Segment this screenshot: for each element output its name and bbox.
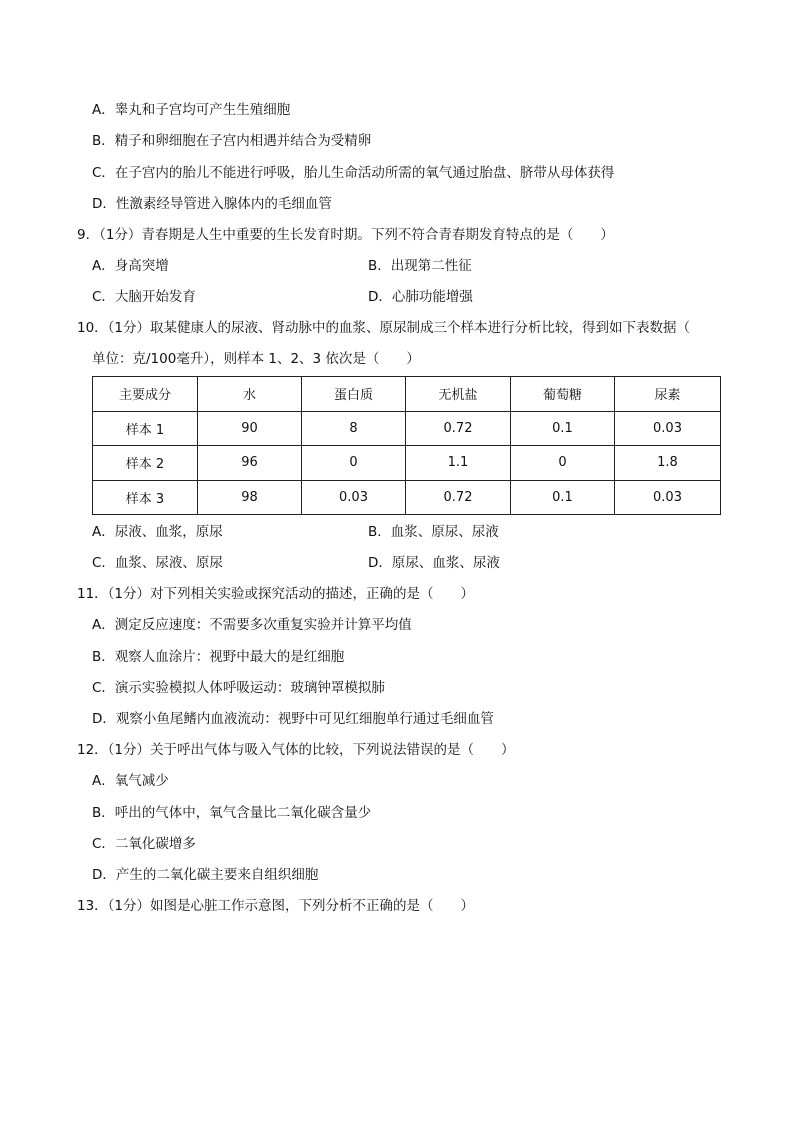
table-row: [93, 480, 721, 515]
table-cell: 0: [302, 446, 406, 481]
table-row: [93, 446, 721, 481]
table-header-cell: 葡萄糖: [511, 377, 615, 412]
q9-stem: 9．（1分）青春期是人生中重要的生长发育时期。下列不符合青春期发育特点的是（ ）: [77, 227, 614, 243]
table-header-cell: 尿素: [615, 377, 721, 412]
q11-option-a: A．测定反应速度：不需要多次重复实验并计算平均值: [92, 617, 412, 633]
q10-option-b: B．血浆、原尿、尿液: [368, 524, 499, 540]
table-cell: 样本 2: [93, 446, 198, 481]
q10-option-c: C．血浆、尿液、原尿: [92, 555, 223, 571]
q8-option-a: A．睾丸和子宫均可产生生殖细胞: [92, 102, 291, 118]
q10-stem-line2: 单位：克/100毫升），则样本 1、2、3 依次是（ ）: [92, 351, 420, 367]
table-header-cell: 主要成分: [93, 377, 198, 412]
table-cell: 样本 3: [93, 480, 198, 515]
q9-option-a: A．身高突增: [92, 258, 169, 274]
q12-option-b: B．呼出的气体中，氧气含量比二氧化碳含量少: [92, 805, 372, 821]
q12-option-c: C．二氧化碳增多: [92, 836, 196, 852]
q9-option-c: C．大脑开始发育: [92, 289, 196, 305]
table-cell: 0.03: [615, 411, 721, 446]
q10-data-table: [92, 376, 721, 515]
q9-option-b: B．出现第二性征: [368, 258, 472, 274]
table-cell: 8: [302, 411, 406, 446]
table-cell: 1.8: [615, 446, 721, 481]
q8-option-d: D．性激素经导管进入腺体内的毛细血管: [92, 196, 332, 212]
q10-stem-line1: 10．（1分）取某健康人的尿液、肾动脉中的血浆、原尿制成三个样本进行分析比较，得到如下表数据（: [77, 320, 691, 336]
q8-option-c: C．在子宫内的胎儿不能进行呼吸，胎儿生命活动所需的氧气通过胎盘、脐带从母体获得: [92, 165, 615, 181]
table-cell: 0.72: [406, 480, 511, 515]
table-cell: 0.72: [406, 411, 511, 446]
table-row: [93, 411, 721, 446]
q10-option-d: D．原尿、血浆、尿液: [368, 555, 500, 571]
table-header-cell: 无机盐: [406, 377, 511, 412]
q12-stem: 12．（1分）关于呼出气体与吸入气体的比较，下列说法错误的是（ ）: [77, 742, 515, 758]
table-header-cell: 水: [198, 377, 302, 412]
q11-option-c: C．演示实验模拟人体呼吸运动：玻璃钟罩模拟肺: [92, 680, 385, 696]
table-cell: 1.1: [406, 446, 511, 481]
table-cell: 0.1: [511, 411, 615, 446]
q10-option-a: A．尿液、血浆，原尿: [92, 524, 223, 540]
q12-option-a: A．氧气减少: [92, 773, 169, 789]
table-cell: 90: [198, 411, 302, 446]
table-cell: 样本 1: [93, 411, 198, 446]
q9-option-d: D．心肺功能增强: [368, 289, 473, 305]
q8-option-b: B．精子和卵细胞在子宫内相遇并结合为受精卵: [92, 133, 372, 149]
table-cell: 0.03: [302, 480, 406, 515]
table-header-cell: 蛋白质: [302, 377, 406, 412]
table-cell: 0: [511, 446, 615, 481]
table-cell: 0.03: [615, 480, 721, 515]
q11-option-d: D．观察小鱼尾鳍内血液流动：视野中可见红细胞单行通过毛细血管: [92, 711, 494, 727]
q11-option-b: B．观察人血涂片：视野中最大的是红细胞: [92, 649, 345, 665]
q13-stem: 13．（1分）如图是心脏工作示意图，下列分析不正确的是（ ）: [77, 898, 475, 914]
table-header-row: [93, 377, 721, 412]
q12-option-d: D．产生的二氧化碳主要来自组织细胞: [92, 867, 319, 883]
table-cell: 0.1: [511, 480, 615, 515]
table-cell: 98: [198, 480, 302, 515]
table-cell: 96: [198, 446, 302, 481]
q11-stem: 11．（1分）对下列相关实验或探究活动的描述，正确的是（ ）: [77, 586, 475, 602]
